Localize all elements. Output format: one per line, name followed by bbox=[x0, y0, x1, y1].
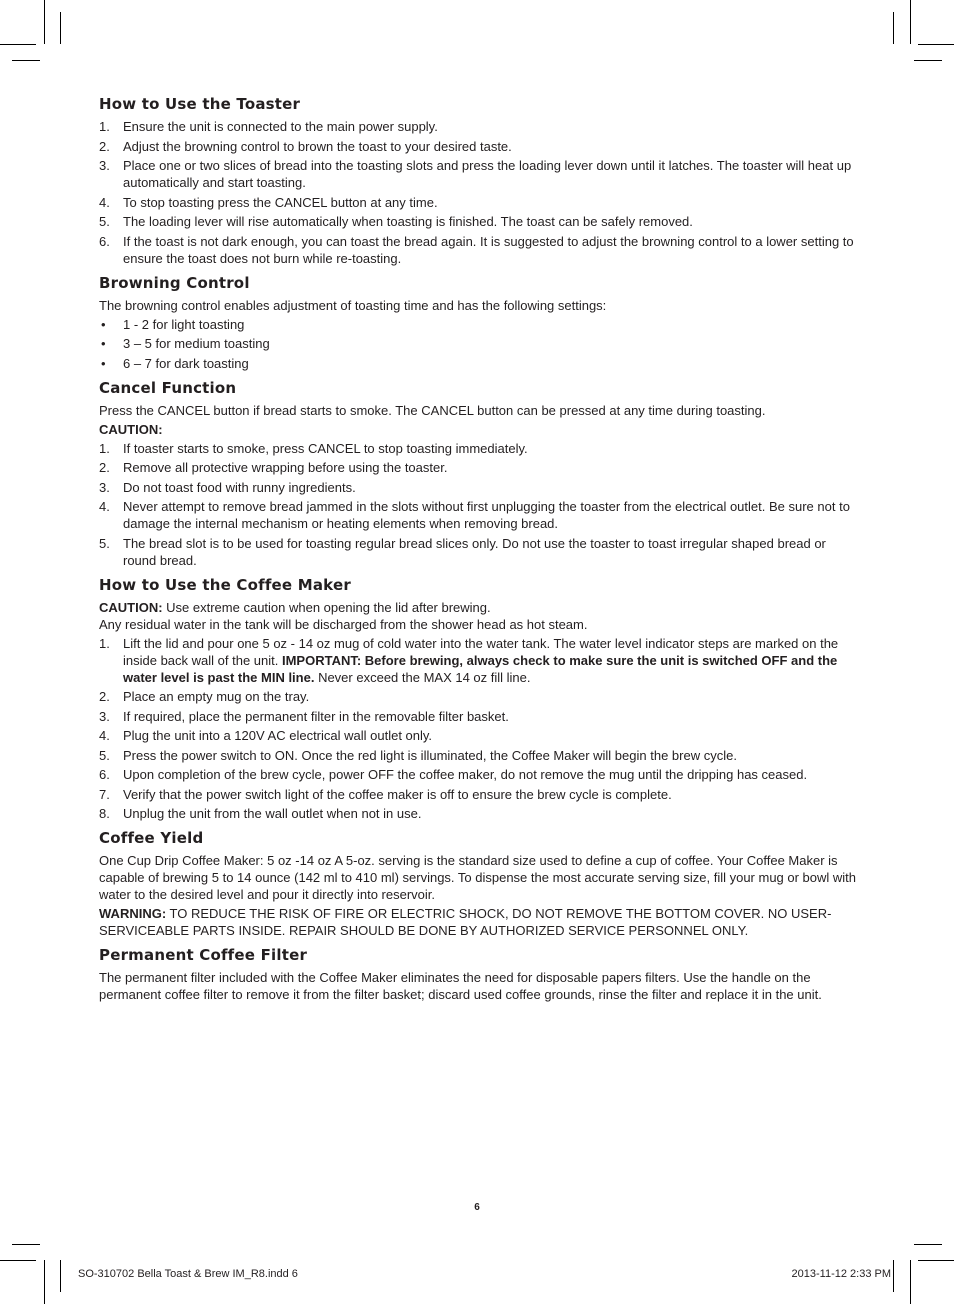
list-item: 4. To stop toasting press the CANCEL button at any time. bbox=[99, 194, 438, 210]
caution-label: CAUTION: bbox=[99, 421, 163, 437]
browning-intro: The browning control enables adjustment of toasting time and has the following settings: bbox=[99, 297, 607, 313]
list-item: 5. Press the power switch to ON. Once the red light is illuminated, the Coffee Maker will begin the brew cycle. bbox=[99, 747, 737, 763]
cancel-steps bbox=[99, 440, 859, 569]
list-item: • 1 - 2 for light toasting bbox=[101, 316, 245, 332]
crop-mark bbox=[914, 1244, 942, 1245]
toaster-heading: How to Use the Toaster bbox=[99, 95, 301, 113]
browning-section bbox=[99, 274, 859, 372]
browning-settings bbox=[99, 316, 859, 372]
crop-mark bbox=[910, 1260, 911, 1304]
crop-mark bbox=[914, 60, 942, 61]
browning-heading: Browning Control bbox=[99, 273, 250, 292]
list-item: 2. Place an empty mug on the tray. bbox=[99, 689, 310, 704]
crop-mark bbox=[893, 1260, 894, 1292]
yield-text: One Cup Drip Coffee Maker: 5 oz -14 oz A 5-oz. serving is the standard size used to define a cup of coffee. Your Coffee Maker is capable of brewing 5 to 14 ounce (142 ml to 410 ml) servings. To dispense the most accurate serving size, fill your mug or bowl with water to the desired level and pour it directly into reservoir. bbox=[99, 853, 857, 902]
list-item: • 3 – 5 for medium toasting bbox=[101, 336, 270, 351]
warning-text: WARNING: TO REDUCE THE RISK OF FIRE OR ELECTRIC SHOCK, DO NOT REMOVE THE BOTTOM COVER. NO USER-SERVICEABLE PARTS INSIDE. REPAIR SHOULD BE DONE BY AUTHORIZED SERVICE PERSONNEL ONLY. bbox=[99, 906, 832, 938]
list-item: 3. If required, place the permanent filter in the removable filter basket. bbox=[99, 708, 509, 724]
yield-section bbox=[99, 829, 859, 939]
coffee-heading: How to Use the Coffee Maker bbox=[99, 575, 351, 594]
list-item: 1. Lift the lid and pour one 5 oz - 14 oz mug of cold water into the water tank. The water level indicator steps are marked on the inside back wall of the unit. IMPORTANT: Before brewing, always check to make sure the unit is switched OFF and the water level is past the MIN line. Never exceed the MAX 14 oz fill line. bbox=[99, 635, 839, 685]
crop-mark bbox=[918, 1260, 954, 1261]
page-number: 6 bbox=[474, 1202, 480, 1213]
crop-mark bbox=[0, 44, 36, 45]
list-item: • 6 – 7 for dark toasting bbox=[101, 355, 249, 371]
list-item: 5. The bread slot is to be used for toasting regular bread slices only. Do not use the toaster to toast irregular shaped bread or round bread. bbox=[99, 535, 826, 568]
filter-heading: Permanent Coffee Filter bbox=[99, 946, 308, 964]
list-item: 6. Upon completion of the brew cycle, power OFF the coffee maker, do not remove the mug until the dripping has ceased. bbox=[99, 767, 808, 782]
coffee-caution: CAUTION: Use extreme caution when opening the lid after brewing. bbox=[99, 599, 491, 615]
manual-page-content bbox=[99, 95, 859, 1010]
toaster-steps bbox=[99, 118, 859, 267]
crop-mark bbox=[44, 0, 45, 44]
cancel-section bbox=[99, 379, 859, 569]
cancel-heading: Cancel Function bbox=[99, 378, 237, 397]
coffee-section bbox=[99, 576, 859, 823]
important-note: IMPORTANT: Before brewing, always check to make sure the unit is switched OFF and the water level is past the MIN line. bbox=[123, 652, 838, 685]
toaster-section bbox=[99, 95, 859, 267]
crop-mark bbox=[12, 60, 40, 61]
list-item: 6. If the toast is not dark enough, you can toast the bread again. It is suggested to adjust the browning control to a lower setting to ensure the toast does not burn while re-toasting. bbox=[99, 233, 854, 266]
yield-heading: Coffee Yield bbox=[99, 829, 204, 847]
list-item: 2. Remove all protective wrapping before using the toaster. bbox=[99, 460, 448, 475]
crop-mark bbox=[0, 1260, 36, 1261]
crop-mark bbox=[893, 12, 894, 44]
list-item: 1. If toaster starts to smoke, press CANCEL to stop toasting immediately. bbox=[99, 440, 528, 456]
cancel-intro: Press the CANCEL button if bread starts to smoke. The CANCEL button can be pressed at any time during toasting. bbox=[99, 402, 766, 418]
list-item: 8. Unplug the unit from the wall outlet when not in use. bbox=[99, 806, 422, 821]
slug-filename: SO-310702 Bella Toast & Brew IM_R8.indd 6 bbox=[78, 1268, 298, 1280]
filter-text: The permanent filter included with the Coffee Maker eliminates the need for disposable papers filters. Use the handle on the permanent coffee filter to remove it from the filter basket; discard used coffee grounds, rinse the filter and replace it in the unit. bbox=[99, 970, 822, 1002]
list-item: 3. Place one or two slices of bread into the toasting slots and press the loading lever down until it latches. The toaster will heat up automatically and start toasting. bbox=[99, 158, 852, 190]
coffee-steps bbox=[99, 635, 859, 823]
list-item: 2. Adjust the browning control to brown the toast to your desired taste. bbox=[99, 138, 512, 154]
crop-mark bbox=[12, 1244, 40, 1245]
crop-mark bbox=[910, 0, 911, 44]
crop-mark bbox=[60, 1260, 61, 1292]
filter-section bbox=[99, 946, 859, 1003]
list-item: 4. Never attempt to remove bread jammed in the slots without first unplugging the toaster from the electrical outlet. Be sure not to damage the internal mechanism or heating elements when removing bread. bbox=[99, 499, 850, 531]
crop-mark bbox=[60, 12, 61, 44]
list-item: 3. Do not toast food with runny ingredients. bbox=[99, 479, 356, 495]
list-item: 7. Verify that the power switch light of the coffee maker is off to ensure the brew cycle is complete. bbox=[99, 786, 672, 802]
slug-timestamp: 2013-11-12 2:33 PM bbox=[791, 1268, 891, 1280]
list-item: 1. Ensure the unit is connected to the main power supply. bbox=[99, 119, 438, 134]
list-item: 5. The loading lever will rise automatically when toasting is finished. The toast can be safely removed. bbox=[99, 214, 693, 229]
coffee-caution-line2: Any residual water in the tank will be discharged from the shower head as hot steam. bbox=[99, 616, 588, 632]
crop-mark bbox=[918, 44, 954, 45]
list-item: 4. Plug the unit into a 120V AC electrical wall outlet only. bbox=[99, 728, 433, 743]
crop-mark bbox=[44, 1260, 45, 1304]
